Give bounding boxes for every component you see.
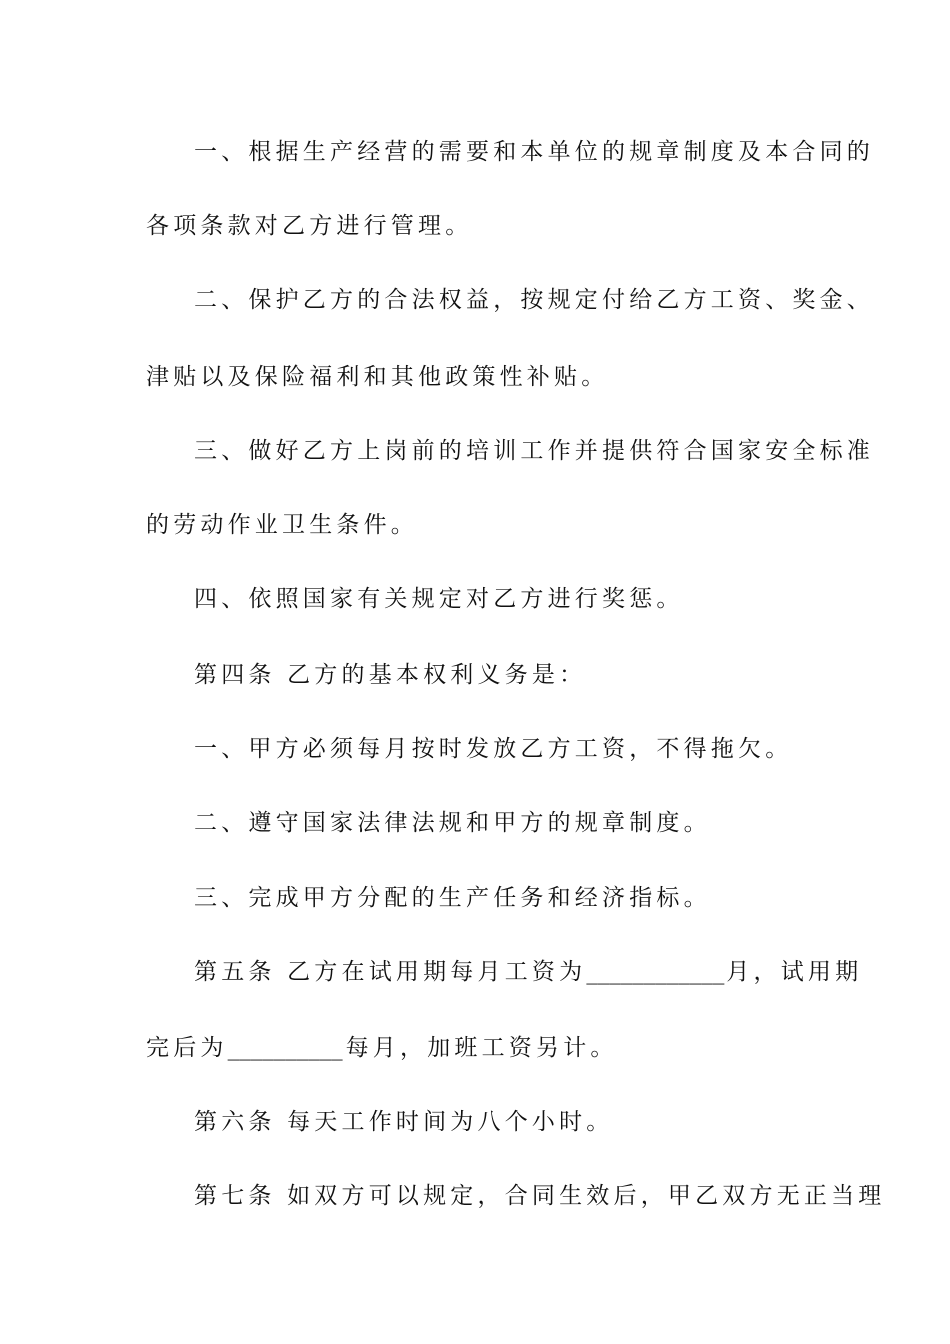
duty-item-3-line-1: 三、做好乙方上岗前的培训工作并提供符合国家安全标准: [194, 438, 874, 464]
duty-item-2-line-1: 二、保护乙方的合法权益，按规定付给乙方工资、奖金、: [194, 287, 874, 313]
probation-salary-blank: ____________: [586, 959, 725, 985]
duty-item-4: 四、依照国家有关规定对乙方进行奖惩。: [194, 586, 684, 612]
article-5-line-2: [146, 1033, 618, 1063]
right-item-3: 三、完成甲方分配的生产任务和经济指标。: [194, 885, 711, 911]
article-4-heading: 第四条 乙方的基本权利义务是：: [194, 662, 587, 688]
right-item-1: 一、甲方必须每月按时发放乙方工资，不得拖欠。: [194, 736, 793, 762]
article-5-text-2: 月，试用期: [726, 959, 863, 985]
article-5-text-4: 每月，加班工资另计。: [345, 1035, 618, 1061]
duty-item-1-line-1: 一、根据生产经营的需要和本单位的规章制度及本合同的: [194, 139, 874, 165]
right-item-2: 二、遵守国家法律法规和甲方的规章制度。: [194, 810, 711, 836]
duty-item-3-line-2: 的劳动作业卫生条件。: [146, 512, 418, 538]
article-6: 第六条 每天工作时间为八个小时。: [194, 1109, 614, 1135]
regular-salary-blank: __________: [227, 1035, 343, 1061]
duty-item-1-line-2: 各项条款对乙方进行管理。: [146, 213, 473, 239]
duty-item-2-line-2: 津贴以及保险福利和其他政策性补贴。: [146, 364, 609, 390]
article-5-text-3: 完后为: [146, 1035, 228, 1061]
article-5-line-1: [194, 957, 862, 987]
article-7-line-1: 第七条 如双方可以规定，合同生效后，甲乙双方无正当理: [194, 1183, 886, 1209]
article-5-text-1: 第五条 乙方在试用期每月工资为: [194, 959, 587, 985]
